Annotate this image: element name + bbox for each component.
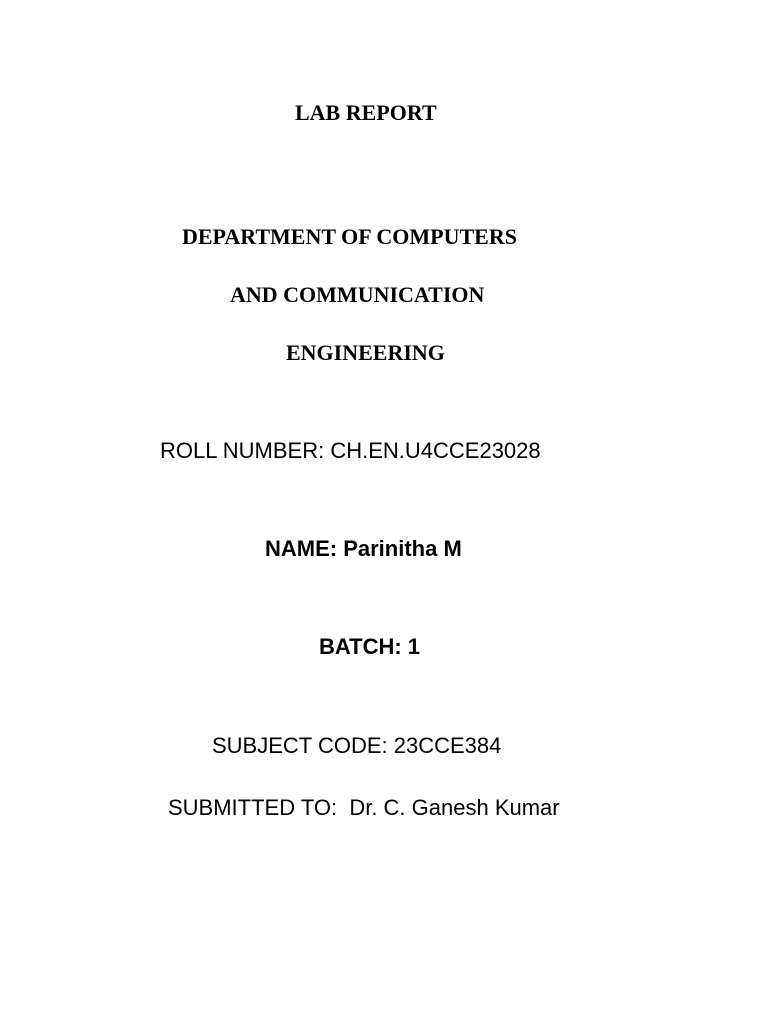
report-title: LAB REPORT: [295, 100, 437, 125]
submitted-to: SUBMITTED TO: Dr. C. Ganesh Kumar: [168, 795, 560, 820]
department-line-2: AND COMMUNICATION: [230, 282, 485, 307]
student-name: NAME: Parinitha M: [265, 536, 462, 561]
roll-number: ROLL NUMBER: CH.EN.U4CCE23028: [160, 438, 541, 463]
batch: BATCH: 1: [319, 634, 421, 659]
subject-code: SUBJECT CODE: 23CCE384: [212, 733, 502, 758]
department-line-3: ENGINEERING: [286, 340, 445, 365]
department-line-1: DEPARTMENT OF COMPUTERS: [182, 224, 517, 249]
